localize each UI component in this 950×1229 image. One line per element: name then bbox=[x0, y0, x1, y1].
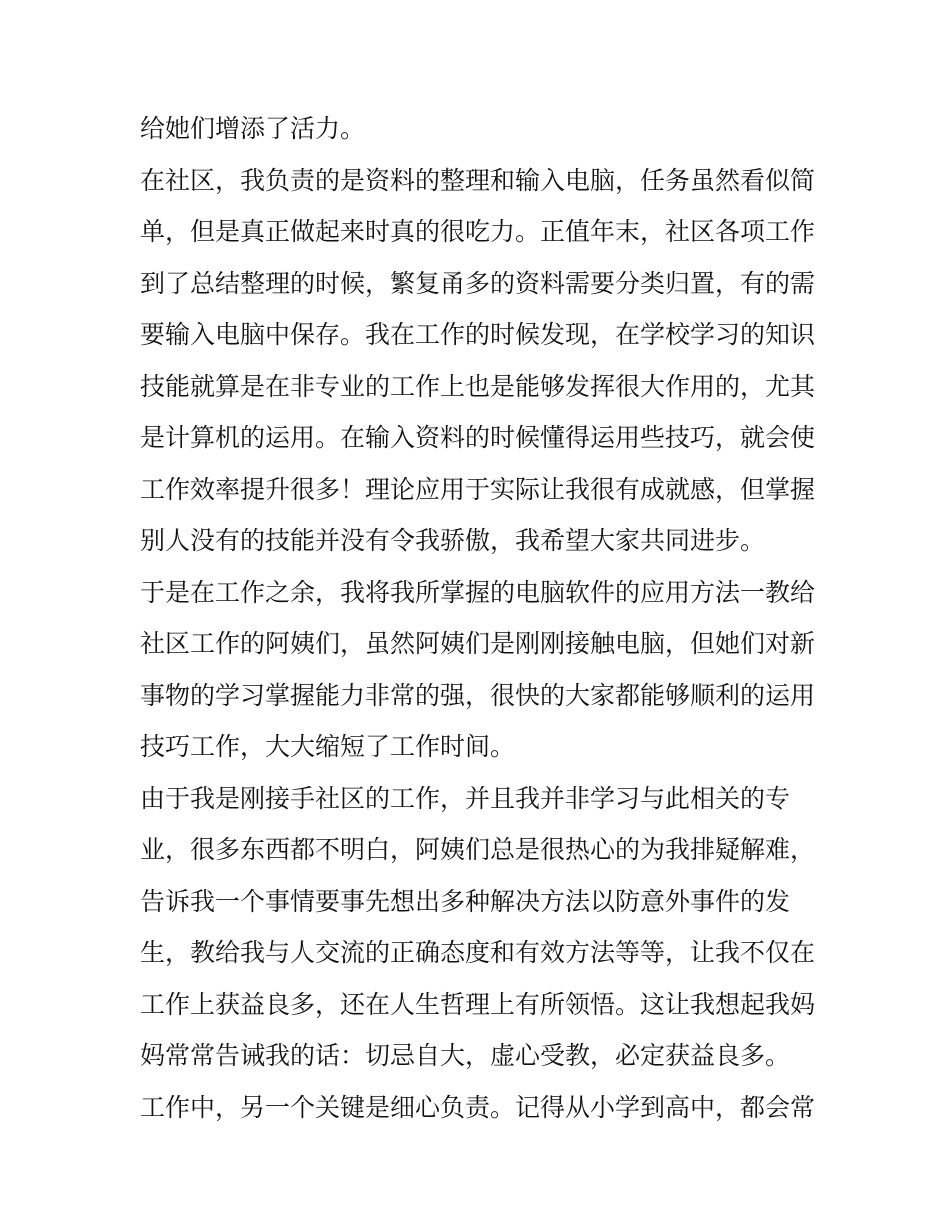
text-line: 在社区，我负责的是资料的整理和输入电脑，任务虽然看似简 bbox=[140, 165, 816, 195]
text-line: 由于我是刚接手社区的工作，并且我并非学习与此相关的专 bbox=[140, 783, 791, 813]
text-line: 别人没有的技能并没有令我骄傲，我希望大家共同进步。 bbox=[140, 526, 766, 555]
text-line: 工作上获益良多，还在人生哲理上有所领悟。这让我想起我妈 bbox=[140, 989, 816, 1019]
body-text bbox=[140, 103, 830, 1133]
text-line: 社区工作的阿姨们，虽然阿姨们是刚刚接触电脑，但她们对新 bbox=[140, 629, 816, 658]
text-line: 要输入电脑中保存。我在工作的时候发现，在学校学习的知识 bbox=[140, 320, 816, 349]
text-line: 工作中，另一个关键是细心负责。记得从小学到高中，都会常 bbox=[140, 1092, 816, 1122]
text-line: 技巧工作，大大缩短了工作时间。 bbox=[140, 732, 516, 761]
text-line: 生，教给我与人交流的正确态度和有效方法等等，让我不仅在 bbox=[140, 938, 816, 967]
text-line: 于是在工作之余，我将我所掌握的电脑软件的应用方法一教给 bbox=[140, 577, 816, 607]
text-line: 单，但是真正做起来时真的很吃力。正值年末，社区各项工作 bbox=[140, 217, 816, 246]
text-line: 给她们增添了活力。 bbox=[140, 114, 366, 143]
text-line: 业，很多东西都不明白，阿姨们总是很热心的为我排疑解难， bbox=[140, 835, 816, 864]
text-line: 到了总结整理的时候，繁复甬多的资料需要分类归置，有的需 bbox=[140, 268, 816, 298]
text-line: 工作效率提升很多！理论应用于实际让我很有成就感，但掌握 bbox=[140, 474, 816, 504]
text-line: 技能就算是在非专业的工作上也是能够发挥很大作用的，尤其 bbox=[140, 371, 816, 401]
text-line: 是计算机的运用。在输入资料的时候懂得运用些技巧，就会使 bbox=[140, 423, 816, 452]
text-line: 事物的学习掌握能力非常的强，很快的大家都能够顺利的运用 bbox=[140, 680, 816, 710]
text-line: 告诉我一个事情要事先想出多种解决方法以防意外事件的发 bbox=[140, 886, 791, 916]
text-line: 妈常常告诫我的话：切忌自大，虚心受教，必定获益良多。 bbox=[140, 1041, 791, 1070]
